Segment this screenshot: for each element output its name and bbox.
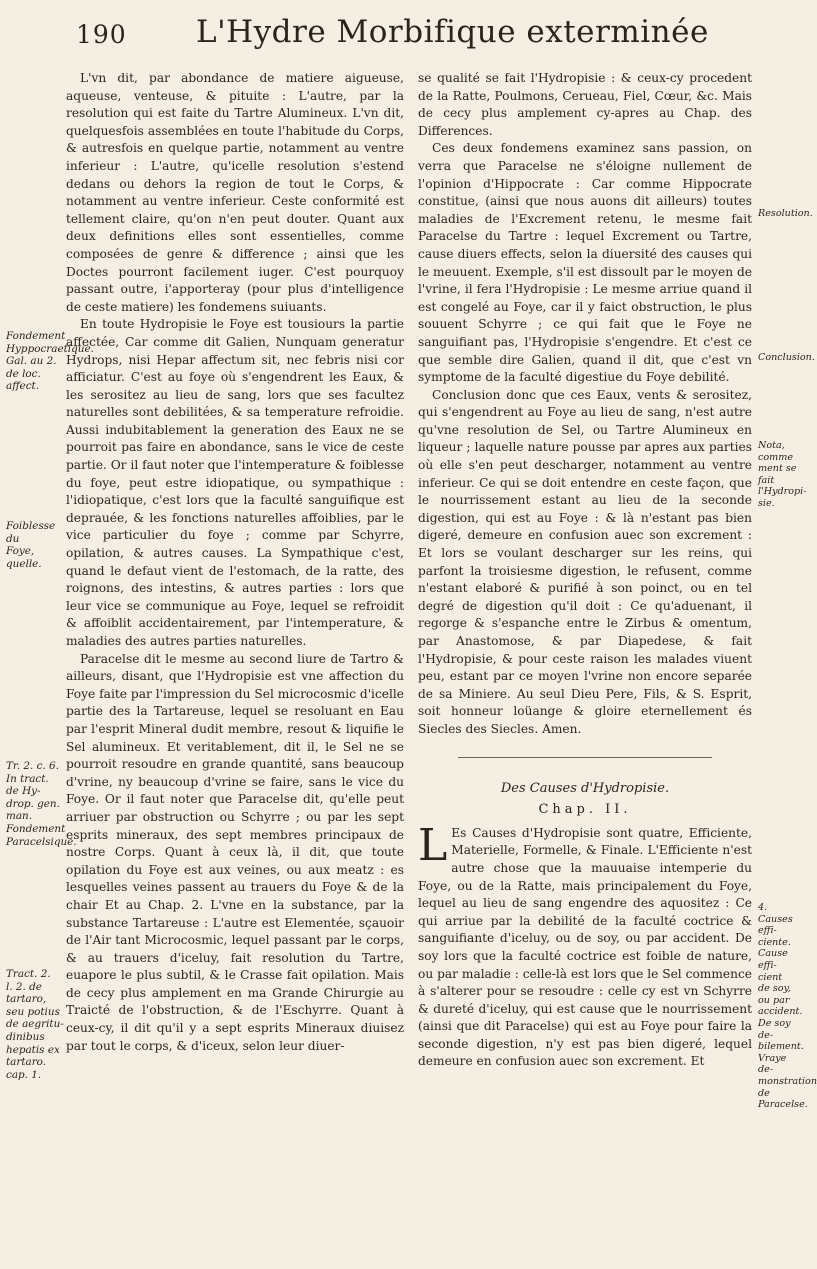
section-divider [458,757,712,758]
margin-note-nota: Nota, comme ment se fait l'Hydropi- sie. [758,440,807,509]
margin-note-tract-reference: Tract. 2. l. 2. de tartaro, seu potius de aegritu- dinibus hepatis ex tartaro. cap. 1. [6,968,64,1081]
chapter-paragraph [418,819,752,1071]
page-number: 190 [76,20,127,49]
margin-note-foiblesse-du-foye: Foiblesse du Foye, quelle. [6,520,56,570]
paragraph: Ces deux fondemens examinez sans passion, on verra que Paracelse ne s'éloigne nullement de l'opinion d'Hippocrate : Car comme Hippocrate constitue, (ainsi que nous auons dit ailleurs) toutes maladies de l'Excrement retenu, le mesme fait Paracelse du Tartre : lequel Excrement ou Tartre, cause diuers effects, selon la diuersité des causes qui le meuuent. Exemple, s'il est dissoult par le moyen de l'vrine, il fera l'Hydropisie : Le mesme arriue quand il est congelé au Foye, car il y faict obstruction, le plus souuent Schyrre ; ce qui fait que le Foye ne sanguifiant pas, l'Hydropisie s'engendre. Et c'est ce que semble dire Galien, quand il dit, que c'est vn symptome de la faculté digestiue du Foye debilité. [418,141,752,385]
running-title: L'Hydre Morbifique exterminée [196,14,709,50]
right-column [418,70,752,1071]
chapter-text: Es Causes d'Hydropisie sont quatre, Efficiente, Materielle, Formelle, & Finale. L'Efficiente n'est autre chose que la mauuaise intemperie du Foye, ou de la Ratte, mais principalement du Foye, lequel au lieu de sang engendre des aquositez : Ce qui arriue par la debilité de la faculté coctrice & sanguifiante d'iceluy, ou de soy, ou par accident. De soy lors que la faculté coctrice est foible de nature, ou par maladie : celle-là est lors que le Sel commence à s'alterer pour se resoudre : celle cy est vn Schyrre & dureté d'iceluy, qui est cause que le nourrissement (ainsi que dit Paracelse) qui est au Foye pour faire la seconde digestion, n'y est pas bien digeré, lequel demeure en confusion auec son excrement. Et [418,825,752,1069]
drop-cap: L [418,819,448,871]
margin-note-conclusion: Conclusion. [758,352,815,363]
margin-note-resolution: Resolution. [758,208,813,219]
paragraph: En toute Hydropisie le Foye est tousiours la partie affectée, Car comme dit Galien, Nunquam generatur Hydrops, nisi Hepar affectum sit, nec febris nisi cor afficiatur. C'est au foye où s'engendrent les Eaux, & les serositez au lieu de sang, lors que ses facultez naturelles sont debilitées, & sa temperature refroidie. Aussi indubitablement la generation des Eaux ne se pourroit pas faire en abondance, sans le vice de ceste partie. Or il faut noter que l'intemperature & foiblesse du foye, peut estre idiopatique, ou sympathique : l'idiopatique, c'est lors que la faculté sanguifique est deprauée, & les fonctions naturelles affoiblies, par le vice particulier du foye ; comme par Schyrre, opilation, & autres causes. La Sympathique c'est, quand le defaut vient de l'estomach, de la ratte, des roignons, des intestins, & autres parties : lors que leur vice se communique au Foye, lequel se refroidit & affoiblit accidentairement, par l'intemperature, & maladies des autres parties naturelles. [66,317,404,648]
paragraph: Conclusion donc que ces Eaux, vents & serositez, qui s'engendrent au Foye au lieu de sang, n'est autre qu'vne resolution de Sel, ou Tartre Alumineux en liqueur ; laquelle nature pousse par apres aux parties où elle s'en peut descharger, notamment au ventre inferieur. Ce qui se doit entendre en ceste façon, que le nourrissement estant au lieu de la seconde digestion, qui est au Foye : & là n'estant pas bien digeré, demeure en confusion auec son excrement : Et lors se voulant descharger sur les reins, qui parfont la troisiesme digestion, le refusent, comme n'estant elaboré & purifié à son poinct, ou en tel degré de digestion qu'il doit : Ce qu'aduenant, il regorge & s'espanche entre le Zirbus & omentum, par Anastomose, & par Diapedese, & fait l'Hydropisie, & pour ceste raison les malades viuent peu, estant par ce moyen l'vrine non encore separée de sa Miniere. Au seul Dieu Pere, Fils, & S. Esprit, soit honneur loüange & gloire eternellement és Siecles des Siecles. Amen. [418,387,752,736]
margin-note-causes: 4. Causes effi- ciente. Cause effi- cient de soy, ou par accident. De soy de- bilement. Vraye de- monstration de Paracelse. [758,902,817,1111]
margin-note-fondement-hippocratique: Fondement Hyppocraetique. Gal. au 2. de loc. affect. [6,330,94,393]
page-header [20,14,780,54]
paragraph: L'vn dit, par abondance de matiere aigueuse, aqueuse, venteuse, & pituite : L'autre, par la resolution qui est faite du Tartre Alumineux. L'vn dit, quelquesfois assemblées en toute l'habitude du Corps, & autresfois en quelque partie, notamment au ventre inferieur : L'autre, qu'icelle resolution s'estend dedans ou dehors la region de tout le Corps, & notamment au ventre inferieur. Ceste conformité est tellement claire, qu'on n'en peut douter. Quant aux deux definitions elles sont essentielles, comme composées de genre & difference ; ainsi que les Doctes pourront facilement iuger. C'est pourquoy passant outre, i'apporteray (pour plus d'intelligence de ceste matiere) les fondemens suiuants. [66,71,404,314]
paragraph: se qualité se fait l'Hydropisie : & ceux-cy procedent de la Ratte, Poulmons, Cerueau, Fiel, Cœur, &c. Mais de cecy plus amplement cy-apres au Chap. des Differences. [418,71,752,138]
paragraph: Paracelse dit le mesme au second liure de Tartro & ailleurs, disant, que l'Hydropisie est vne affection du Foye faite par l'impression du Sel microcosmic d'icelle partie des la Tartareuse, lequel se resoluant en Eau par l'esprit Mineral dudit membre, resout & liquifie le Sel alumineux. Et veritablement, dit il, le Sel ne se pourroit resoudre en grande quantité, sans beaucoup d'vrine, ny beaucoup d'vrine se faire, sans le vice du Foye. Or il faut noter que Paracelse dit, qu'elle peut arriuer par obstruction ou Schyrre ; ou par les sept esprits mineraux, des sept membres principaux de nostre Corps. Quant à ceux là, il dit, que toute opilation du Foye est aux veines, ou aux meatz : es lesquelles veines passent au trauers du Foye & de la chair Et au Chap. 2. L'vne en la substance, par la substance Tartareuse : L'autre est Elementée, sçauoir de l'Air tant Microcosmic, lequel passant par le corps, & au trauers d'iceluy, fait resolution du Tartre, euapore le plus subtil, & le Crasse fait opilation. Mais de cecy plus amplement en ma Grande Chirurgie au Traicté de l'obstruction, & de l'Eschyrre. Quant à ceux-cy, il dit qu'il y a sept esprits Mineraux diuisez par tout le corps, & d'iceux, selon leur diuer- [66,651,404,1053]
section-title: Des Causes d'Hydropisie. [500,780,670,796]
chapter-heading: Chap. II. [538,802,632,818]
margin-note-fondement-paracelsique: Tr. 2. c. 6. In tract. de Hy- drop. gen. man. Fondement Paracelsique. [6,760,77,848]
left-column [66,70,404,1055]
